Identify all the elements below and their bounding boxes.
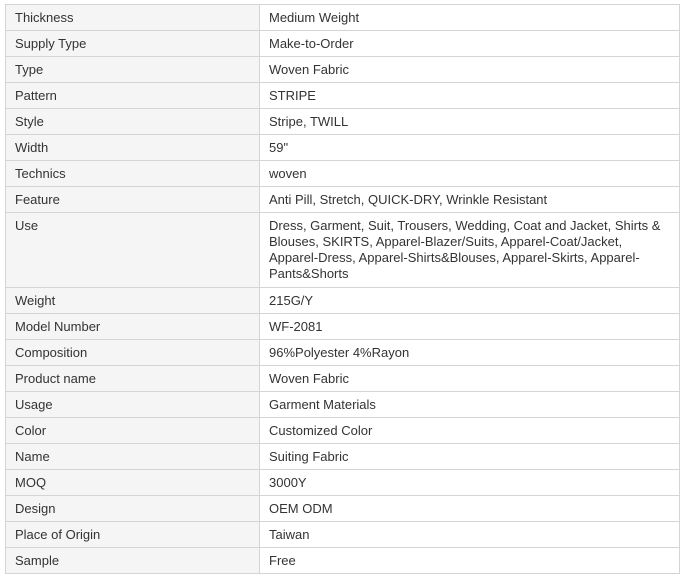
spec-key: Feature — [6, 187, 260, 213]
table-row — [6, 109, 680, 135]
spec-value: 3000Y — [260, 470, 680, 496]
table-row — [6, 470, 680, 496]
table-row — [6, 314, 680, 340]
table-row — [6, 366, 680, 392]
spec-value: STRIPE — [260, 83, 680, 109]
table-row — [6, 161, 680, 187]
spec-key: Product name — [6, 366, 260, 392]
spec-key: Usage — [6, 392, 260, 418]
table-row — [6, 31, 680, 57]
spec-value: 59" — [260, 135, 680, 161]
table-row — [6, 444, 680, 470]
spec-key: Use — [6, 213, 260, 288]
spec-value: Free — [260, 548, 680, 574]
spec-value: 215G/Y — [260, 288, 680, 314]
spec-key: Sample — [6, 548, 260, 574]
spec-key: Thickness — [6, 5, 260, 31]
spec-value: woven — [260, 161, 680, 187]
spec-value: Dress, Garment, Suit, Trousers, Wedding, Coat and Jacket, Shirts & Blouses, SKIRTS, Apparel-Blazer/Suits, Apparel-Coat/Jacket, Apparel-Dress, Apparel-Shirts&Blouses, Apparel-Skirts, Apparel-Pants&Shorts — [260, 213, 680, 288]
spec-key: Place of Origin — [6, 522, 260, 548]
spec-key: Style — [6, 109, 260, 135]
table-row — [6, 496, 680, 522]
table-row — [6, 340, 680, 366]
table-row — [6, 392, 680, 418]
spec-key: Pattern — [6, 83, 260, 109]
spec-key: Composition — [6, 340, 260, 366]
table-row — [6, 213, 680, 288]
spec-value: Taiwan — [260, 522, 680, 548]
table-row — [6, 135, 680, 161]
table-row — [6, 187, 680, 213]
spec-key: Color — [6, 418, 260, 444]
spec-key: Weight — [6, 288, 260, 314]
table-row — [6, 548, 680, 574]
table-row — [6, 57, 680, 83]
spec-value: WF-2081 — [260, 314, 680, 340]
spec-value: Anti Pill, Stretch, QUICK-DRY, Wrinkle Resistant — [260, 187, 680, 213]
spec-value: Woven Fabric — [260, 57, 680, 83]
spec-key: Model Number — [6, 314, 260, 340]
spec-value: Medium Weight — [260, 5, 680, 31]
table-row — [6, 83, 680, 109]
spec-value: Garment Materials — [260, 392, 680, 418]
table-row — [6, 418, 680, 444]
spec-value: Make-to-Order — [260, 31, 680, 57]
spec-key: Design — [6, 496, 260, 522]
spec-value: Stripe, TWILL — [260, 109, 680, 135]
table-row — [6, 522, 680, 548]
spec-value: Woven Fabric — [260, 366, 680, 392]
spec-value: 96%Polyester 4%Rayon — [260, 340, 680, 366]
spec-value: Customized Color — [260, 418, 680, 444]
table-row — [6, 5, 680, 31]
specifications-table — [5, 4, 680, 574]
spec-key: Technics — [6, 161, 260, 187]
spec-key: Width — [6, 135, 260, 161]
spec-key: Supply Type — [6, 31, 260, 57]
spec-value: Suiting Fabric — [260, 444, 680, 470]
spec-value: OEM ODM — [260, 496, 680, 522]
spec-key: MOQ — [6, 470, 260, 496]
table-row — [6, 288, 680, 314]
spec-key: Name — [6, 444, 260, 470]
spec-key: Type — [6, 57, 260, 83]
